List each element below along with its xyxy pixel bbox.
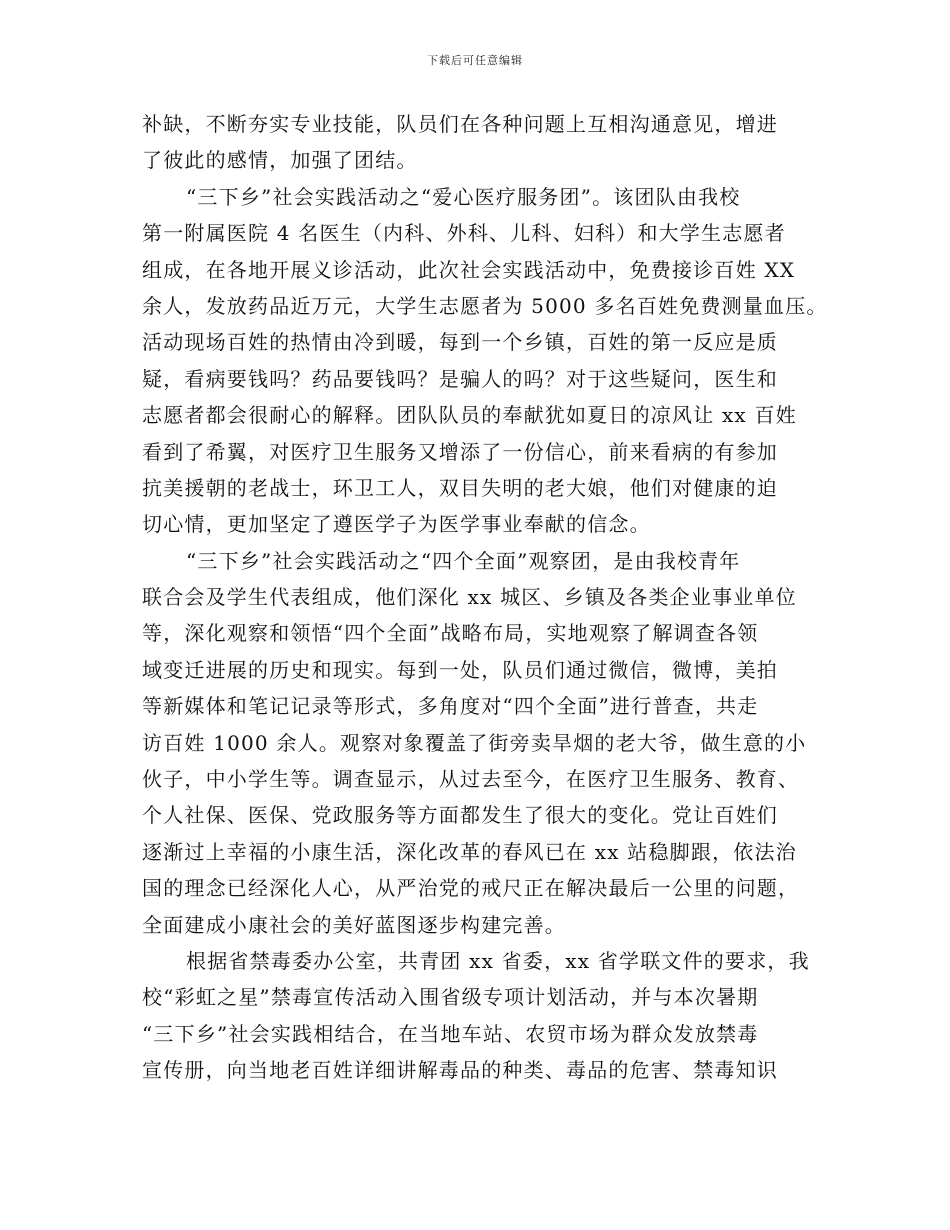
text-line: 根据省禁毒委办公室，共青团 xx 省委，xx 省学联文件的要求，我	[186, 948, 810, 973]
text-line: “三下乡”社会实践相结合，在当地车站、农贸市场为群众发放禁毒	[142, 1021, 759, 1046]
text-line: 宣传册，向当地老百姓详细讲解毒品的种类、毒品的危害、禁毒知识	[142, 1058, 778, 1083]
text-line: 切心情，更加坚定了遵医学子为医学事业奉献的信念。	[142, 512, 651, 537]
text-line: 联合会及学生代表组成，他们深化 xx 城区、乡镇及各类企业事业单位	[142, 585, 797, 610]
text-line: 补缺，不断夯实专业技能，队员们在各种问题上互相沟通意见，增进	[142, 112, 778, 136]
text-line: 校“彩虹之星”禁毒宣传活动入围省级专项计划活动，并与本次暑期	[142, 985, 759, 1010]
text-line: 看到了希翼，对医疗卫生服务又增添了一份信心，前来看病的有参加	[142, 439, 778, 464]
text-line: 活动现场百姓的热情由冷到暖，每到一个乡镇，百姓的第一反应是质	[142, 330, 778, 355]
text-line: 伙子，中小学生等。调查显示，从过去至今，在医疗卫生服务、教育、	[142, 767, 800, 792]
text-line: “三下乡”社会实践活动之“爱心医疗服务团”。该团队由我校	[186, 184, 741, 209]
text-line: 个人社保、医保、党政服务等方面都发生了很大的变化。党让百姓们	[142, 803, 778, 828]
text-line: 第一附属医院 4 名医生（内科、外科、儿科、妇科）和大学生志愿者	[142, 221, 786, 246]
page-header-note: 下载后可任意编辑	[427, 54, 523, 67]
text-line: 了彼此的感情，加强了团结。	[142, 148, 418, 173]
text-line: 等新媒体和笔记记录等形式，多角度对“四个全面”进行普查，共走	[142, 694, 759, 719]
text-line: 抗美援朝的老战士，环卫工人，双目失明的老大娘，他们对健康的迫	[142, 475, 778, 500]
text-line: 余人，发放药品近万元，大学生志愿者为 5000 多名百姓免费测量血压。	[142, 293, 828, 318]
text-line: 全面建成小康社会的美好蓝图逐步构建完善。	[142, 912, 566, 937]
text-line: 逐渐过上幸福的小康生活，深化改革的春风已在 xx 站稳脚跟，依法治	[142, 839, 797, 864]
text-line: 疑，看病要钱吗？药品要钱吗？是骗人的吗？对于这些疑问，医生和	[142, 366, 778, 391]
text-line: “三下乡”社会实践活动之“四个全面”观察团，是由我校青年	[186, 548, 741, 573]
text-line: 访百姓 1000 余人。观察对象覆盖了街旁卖旱烟的老大爷，做生意的小	[142, 730, 807, 755]
text-line: 域变迁进展的历史和现实。每到一处，队员们通过微信，微博，美拍	[142, 657, 778, 682]
text-line: 志愿者都会很耐心的解释。团队队员的奉献犹如夏日的凉风让 xx 百姓	[142, 403, 797, 428]
text-line: 国的理念已经深化人心，从严治党的戒尺正在解决最后一公里的问题，	[142, 876, 800, 901]
text-line: 组成，在各地开展义诊活动，此次社会实践活动中，免费接诊百姓 XX	[142, 257, 796, 282]
document-body	[142, 106, 842, 1089]
text-line: 等，深化观察和领悟“四个全面”战略布局，实地观察了解调查各领	[142, 621, 759, 646]
